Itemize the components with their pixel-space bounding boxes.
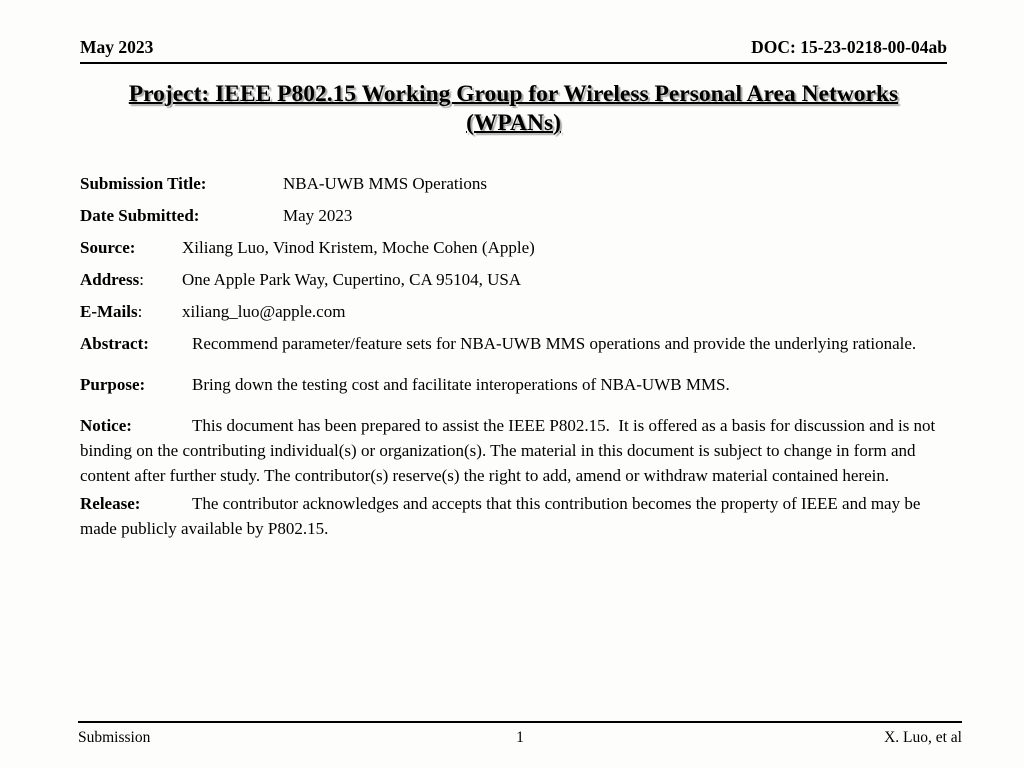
slide-title-line1: Project: IEEE P802.15 Working Group for Wireless Personal Area Networks bbox=[128, 81, 899, 107]
footer-author: X. Luo, et al bbox=[884, 729, 962, 746]
field-value: One Apple Park Way, Cupertino, CA 95104, USA bbox=[182, 270, 522, 289]
paragraph-text: Bring down the testing cost and facilitate interoperations of NBA-UWB MMS. bbox=[192, 375, 730, 394]
field-row bbox=[80, 203, 947, 228]
field-value: NBA-UWB MMS Operations bbox=[283, 174, 487, 193]
paragraph-list bbox=[80, 331, 947, 541]
page-header bbox=[80, 36, 947, 64]
paragraph-label: Notice: bbox=[80, 416, 132, 435]
field-value: Xiliang Luo, Vinod Kristem, Moche Cohen (Apple) bbox=[182, 238, 535, 257]
header-date: May 2023 bbox=[80, 37, 154, 57]
slide-title-line2: (WPANs) bbox=[466, 110, 561, 136]
field-row bbox=[80, 267, 947, 292]
paragraph-text: Recommend parameter/feature sets for NBA-UWB MMS operations and provide the underlying rationale. bbox=[192, 334, 917, 353]
paragraph bbox=[80, 413, 947, 488]
footer-submission-label: Submission bbox=[78, 729, 151, 746]
header-doc-number: DOC: 15-23-0218-00-04ab bbox=[751, 37, 947, 57]
field-label: Date Submitted: bbox=[80, 206, 200, 225]
paragraph bbox=[80, 491, 947, 541]
paragraph-label: Abstract: bbox=[80, 334, 149, 353]
field-row bbox=[80, 235, 947, 260]
paragraph-text: This document has been prepared to assist the IEEE P802.15. It is offered as a basis for discussion and is not binding on the contributing individual(s) or organization(s). The material in this document is subject to change in form and content after further study. The contributor(s) reserve(s) the right to add, amend or withdraw material contained herein. bbox=[80, 416, 940, 485]
field-label: Submission Title: bbox=[80, 174, 207, 193]
field-value: xiliang_luo@apple.com bbox=[182, 302, 346, 321]
field-row bbox=[80, 171, 947, 196]
paragraph-label: Purpose: bbox=[80, 375, 146, 394]
paragraph-label: Release: bbox=[80, 494, 141, 513]
footer-page-number: 1 bbox=[516, 729, 524, 746]
field-label: Address: bbox=[80, 270, 144, 289]
field-row bbox=[80, 299, 947, 324]
paragraph-text: The contributor acknowledges and accepts that this contribution becomes the property of IEEE and may be made publicly available by P802.15. bbox=[80, 494, 925, 538]
paragraph bbox=[80, 331, 947, 356]
field-label: Source: bbox=[80, 238, 136, 257]
page-footer bbox=[78, 721, 962, 747]
paragraph bbox=[80, 372, 947, 397]
field-label: E-Mails: bbox=[80, 302, 143, 321]
slide-title bbox=[80, 80, 947, 138]
field-value: May 2023 bbox=[283, 206, 353, 225]
field-list bbox=[80, 171, 947, 324]
